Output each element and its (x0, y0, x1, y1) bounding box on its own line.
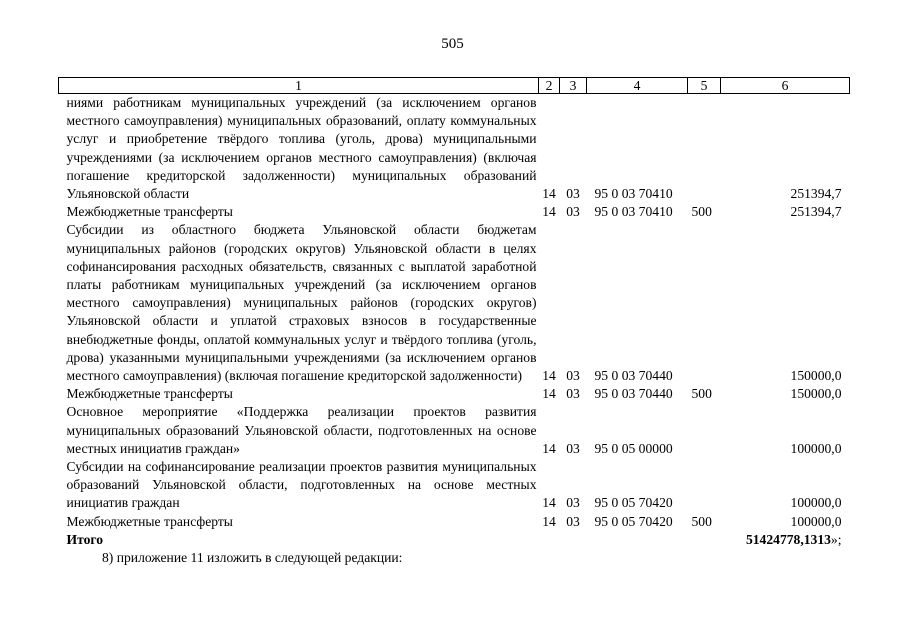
row-section: 14 (542, 386, 556, 402)
row-name: Субсидии из областного бюджета Ульяновской области бюджетам муниципальных районов (городских округов) Ульяновской области в целях софинансирования расходных обязательств, связанных с выплатой заработной платы работникам муниципальных учреждений (за исключением органов местного самоуправления) муниципальных районов (городских округов) Ульяновской области и уплатой страховых взносов в государственные внебюджетные фонды, оплатой коммунальных услуг и твёрдого топлива (уголь, дрова) указанными муниципальными учреждениями (за исключением органов местного самоуправления) (включая погашение кредиторской задолженности) (66, 222, 537, 384)
table-row (59, 221, 850, 385)
total-row (59, 531, 850, 549)
row-amount: 100000,0 (790, 513, 842, 529)
row-subsection: 03 (566, 386, 580, 402)
row-name: Межбюджетные трансферты (66, 386, 233, 402)
row-target-code: 95 0 05 00000 (594, 440, 673, 456)
row-amount: 251394,7 (790, 186, 842, 202)
row-amount: 100000,0 (790, 495, 842, 511)
row-subsection: 03 (566, 513, 580, 529)
row-expense-type (688, 221, 721, 385)
table-row (59, 458, 850, 513)
row-expense-type (688, 94, 721, 204)
row-section: 14 (542, 440, 556, 456)
header-col-4: 4 (587, 78, 688, 94)
row-name: Межбюджетные трансферты (66, 204, 233, 220)
table-body (59, 94, 850, 550)
row-subsection: 03 (566, 204, 580, 220)
row-name: Основное мероприятие «Поддержка реализации проектов развития муниципальных образований Ульяновской области, подготовленных на основе местных инициатив граждан» (66, 404, 537, 456)
row-expense-type (688, 403, 721, 458)
table-row (59, 203, 850, 221)
table-row (59, 385, 850, 403)
row-expense-type: 500 (691, 204, 712, 220)
row-expense-type (688, 458, 721, 513)
total-suffix: »; (830, 531, 842, 547)
row-subsection: 03 (566, 440, 580, 456)
row-section: 14 (542, 513, 556, 529)
row-name: ниями работникам муниципальных учреждений (за исключением органов местного самоуправления) муниципальных образований, оплату коммунальных услуг и приобретение твёрдого топлива (уголь, дрова) муниципальными учреждениями (за исключением органов местного самоуправления) (включая погашение кредиторской задолженности) муниципальных образований Ульяновской области (66, 95, 537, 202)
header-col-2: 2 (539, 78, 560, 94)
header-col-1: 1 (59, 78, 539, 94)
row-subsection: 03 (566, 186, 580, 202)
row-amount: 100000,0 (790, 440, 842, 456)
row-name: Субсидии на софинансирование реализации проектов развития муниципальных образований Ульяновской области, подготовленных на основе местных инициатив граждан (66, 459, 537, 511)
row-section: 14 (542, 368, 556, 384)
row-section: 14 (542, 204, 556, 220)
row-subsection: 03 (566, 495, 580, 511)
header-col-6: 6 (721, 78, 850, 94)
row-expense-type: 500 (691, 513, 712, 529)
page-number: 505 (441, 36, 464, 52)
table-row (59, 94, 850, 204)
table-row (59, 513, 850, 531)
total-amount-cell (721, 531, 850, 549)
row-section: 14 (542, 186, 556, 202)
row-target-code: 95 0 05 70420 (594, 513, 673, 529)
table-header (59, 78, 850, 94)
row-name: Межбюджетные трансферты (66, 513, 233, 529)
row-amount: 251394,7 (790, 204, 842, 220)
row-expense-type: 500 (691, 386, 712, 402)
header-col-5: 5 (688, 78, 721, 94)
row-amount: 150000,0 (790, 368, 842, 384)
header-col-3: 3 (560, 78, 587, 94)
header-row (59, 78, 850, 94)
total-label: Итого (66, 531, 103, 547)
total-empty-cell (688, 531, 721, 549)
total-amount: 51424778,1313 (745, 531, 831, 547)
row-target-code: 95 0 03 70440 (594, 368, 673, 384)
row-subsection: 03 (566, 368, 580, 384)
row-target-code: 95 0 03 70440 (594, 386, 673, 402)
budget-table (58, 77, 850, 549)
row-amount: 150000,0 (790, 386, 842, 402)
row-target-code: 95 0 05 70420 (594, 495, 673, 511)
table-row (59, 403, 850, 458)
total-empty-cell (560, 531, 587, 549)
row-target-code: 95 0 03 70410 (594, 186, 673, 202)
amendment-instruction: 8) приложение 11 изложить в следующей редакции: (102, 550, 403, 565)
total-empty-cell (539, 531, 560, 549)
row-target-code: 95 0 03 70410 (594, 204, 673, 220)
total-empty-cell (587, 531, 688, 549)
row-section: 14 (542, 495, 556, 511)
